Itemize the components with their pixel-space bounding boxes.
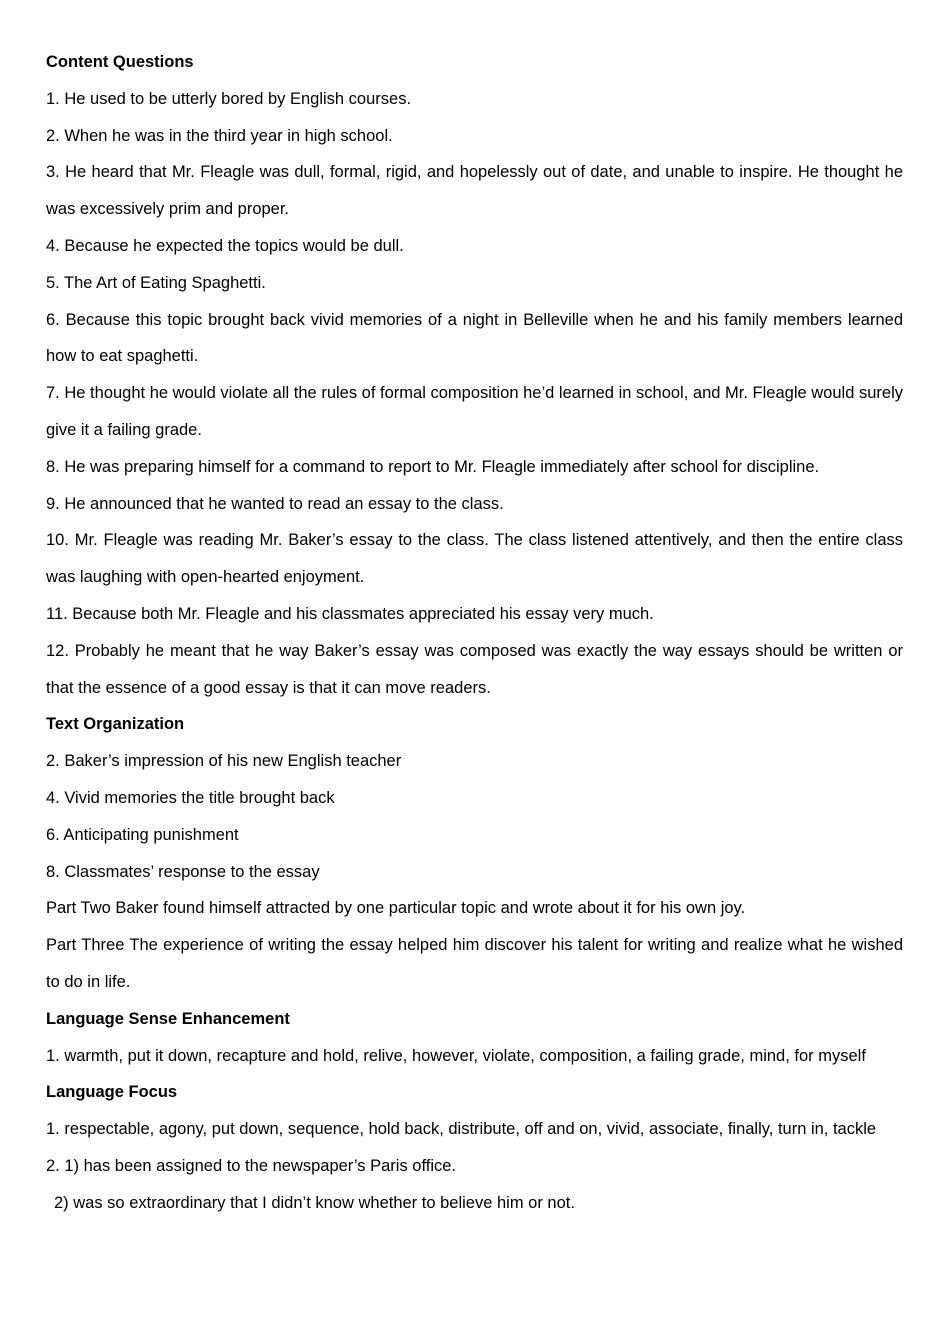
answer-item: 9. He announced that he wanted to read an essay to the class. <box>46 494 504 513</box>
section-heading-text-organization: Text Organization <box>46 715 185 734</box>
answer-item: 12. Probably he meant that he way Baker’s essay was composed was exactly the way essays should be written or that the essence of a good essay is that it can move readers. <box>46 641 903 697</box>
organization-item: 8. Classmates’ response to the essay <box>46 862 320 881</box>
document-page <box>46 44 903 1222</box>
answer-item: 4. Because he expected the topics would be dull. <box>46 236 404 255</box>
organization-item: 6. Anticipating punishment <box>46 825 239 844</box>
section-heading-content-questions: Content Questions <box>46 53 194 71</box>
answer-item: 7. He thought he would violate all the rules of formal composition he’d learned in school, and Mr. Fleagle would surely give it a failing grade. <box>46 384 903 439</box>
language-focus-item: 2. 1) has been assigned to the newspaper’s Paris office. <box>46 1156 457 1175</box>
answer-item: 8. He was preparing himself for a command to report to Mr. Fleagle immediately after school for discipline. <box>46 457 820 476</box>
organization-item: 2. Baker’s impression of his new English teacher <box>46 752 402 771</box>
answer-item: 2. When he was in the third year in high school. <box>46 126 393 145</box>
answer-item: 11. Because both Mr. Fleagle and his classmates appreciated his essay very much. <box>46 604 654 623</box>
answer-item: 10. Mr. Fleagle was reading Mr. Baker’s essay to the class. The class listened attentively, and then the entire class was laughing with open-hearted enjoyment. <box>46 531 903 587</box>
language-focus-item: 1. respectable, agony, put down, sequence, hold back, distribute, off and on, vivid, associate, finally, turn in, tackle <box>46 1120 877 1139</box>
section-heading-language-focus: Language Focus <box>46 1083 178 1102</box>
language-focus-subitem: 2) was so extraordinary that I didn’t know whether to believe him or not. <box>54 1193 575 1212</box>
organization-item: 4. Vivid memories the title brought back <box>46 788 335 807</box>
answer-item: 1. He used to be utterly bored by English courses. <box>46 89 412 108</box>
language-sense-item: 1. warmth, put it down, recapture and hold, relive, however, violate, composition, a failing grade, mind, for myself <box>46 1046 866 1065</box>
answer-item: 3. He heard that Mr. Fleagle was dull, formal, rigid, and hopelessly out of date, and unable to inspire. He thought he was excessively prim and proper. <box>46 163 903 219</box>
organization-item: Part Three The experience of writing the essay helped him discover his talent for writing and realize what he wished to do in life. <box>46 936 903 991</box>
answer-item: 5. The Art of Eating Spaghetti. <box>46 273 266 292</box>
organization-item: Part Two Baker found himself attracted by one particular topic and wrote about it for his own joy. <box>46 899 746 918</box>
answer-item: 6. Because this topic brought back vivid memories of a night in Belleville when he and his family members learned how to eat spaghetti. <box>46 310 903 366</box>
section-heading-language-sense: Language Sense Enhancement <box>46 1009 290 1028</box>
